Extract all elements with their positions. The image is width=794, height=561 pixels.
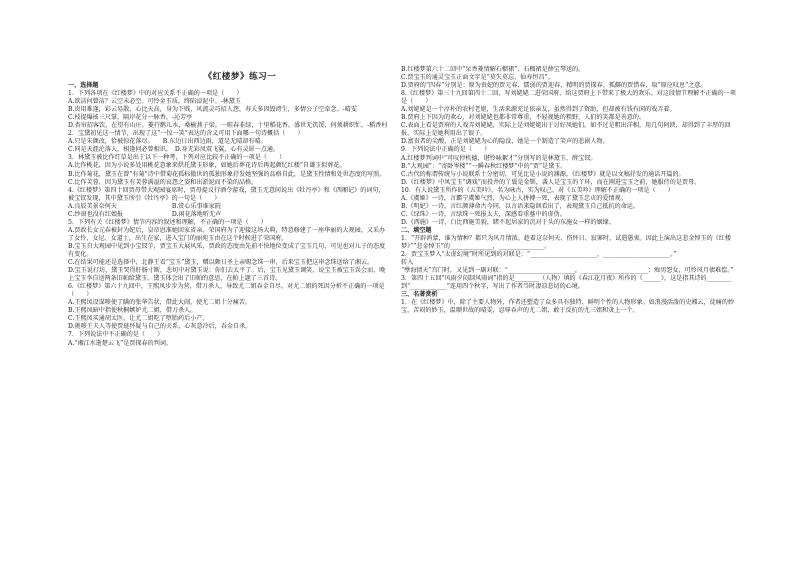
left-line: B.贵用难逢，彩云易散，心比天高，身为下贱，风流灵巧招人怨，寿夭多因毁谤生，多情公子空牵念。-晴雯 (68, 106, 357, 114)
right-line: C.表面上看是贾府的人戏弄刘姥姥，实际上是刘姥姥出于讨好凤她们。如不过是粗出洋相，用几句阿谀，却得到了丰厚的回报，实际上是她利用出了银子。 (401, 122, 731, 138)
right-line: 1．在《红楼梦》中，除了主要人物外，作者还塑造了众多具有独特、鲜明个性的人物形象。如浪漫活泼的史湘云，徒痛的妙宝，苦闷的妙玉，温顺世故的晴雯，忍辱吞声的尤二姐，敢于反抗的尤三姐和贪上一个。 (401, 299, 734, 315)
left-line: B.宝玉自大观园中见到小宝钗芋，贾宝玉大展风采，贾政的态度由先前不快地位变成了宝玉几句，可见也对儿子的态度有变化。 (68, 242, 386, 258)
left-line: C.纱窗也没有红娘报 D.闲花落地听无声 (68, 210, 222, 218)
left-line: A.比作桃花，因为小说多处用桃花意象来烘托黛玉形象，如她后葬花诗后再起颜忆红楼“自谦玉似葬花。 (68, 162, 346, 170)
left-line: D.挑唆王夫人等使贾琏怀疑与自己的关系，心灰意冷后，吞金自杀。 (68, 323, 252, 331)
right-line: D.《红楼梦》中凤宝玉“调戏”而投井的丫鬟是金钏，袭人是宝玉的丫环，而在刚进宝玉之前，她服侍的是贾母。 (401, 178, 701, 186)
right-column (401, 66, 741, 315)
right-line: 2．贾宝玉梦入“太虚幻境”时所见到的对联是：“______________________，______________________。” (401, 251, 677, 259)
left-line: B.比作菊花，黛玉在曾“有菊”诗中借菊花孤标傲世的孤独形象抒发她坚强的品格自此，是黛玉性情和处世态度的写照。 (68, 170, 386, 178)
left-line: A.只是朱颜改，恰被惊花落尽。 B.东边日出西边雨，道是无晴却有晴。 (68, 138, 267, 146)
left-line: A.良辰美景奈何天 B.赏心乐事谁家院 (68, 202, 221, 210)
right-line: B.红楼梦第六十二回中“呆香菱情解石榴裙”，石榴裙是薛宝琴送的。 (401, 66, 585, 73)
right-line: 二、填空题 (401, 226, 432, 234)
left-line: D.杏帘招客饮，在望有山庄。菱荇鹅儿水，桑榆燕子梁。一畦春韭绿，十里稻花香。盛世无饥馁，何须耕织忙。-稻香村 (68, 122, 388, 130)
left-line: 2．宝黛初见这一情节，出现了这“一惊一笑”表达的含义可用下面哪一句诗概括（ ） (68, 130, 304, 138)
left-line: A.欲洁何曾洁？云空未必空。可怜金玉质，终陷淖泥中。-林黛玉 (68, 98, 241, 106)
right-line: D.《西施》一诗，白比西施美貌，睹不起居家的沉对于头的东施女一样的姻缘。 (401, 218, 615, 226)
left-column (68, 82, 390, 348)
left-line: 一、选择题 (68, 82, 99, 89)
right-line: C.《绿珠》一诗，言绿珠一死报太夫，深感看重墓中的虚伪。 (401, 210, 566, 218)
right-line: D.贾府的“四春”分别是：原为贵妃的贾元春、懦弱的贾迎春、精明的贾探春、孤僻的贾惜春，取“原应叹息”之意。 (401, 82, 707, 90)
right-line: 10．有人说黛玉所作的《五美吟》，名为咏古，实为叹己。对《五美吟》理解不正确的一项是（ ） (401, 186, 674, 194)
right-line: 转入 (401, 259, 414, 267)
right-line: 3．第四十五回“风雨夕闷制风雨词”指的是________（人物）填的《春江花月夜》所作的《______》，这是指其诗的________到“____________”连用四个秋字，写出了作者当时凄凉悲切的心境。 (401, 275, 732, 291)
left-line: A.“湘江水逝楚云飞”是贾探春的判词。 (68, 339, 172, 347)
left-line: 4.《红楼梦》第四十回贾母带大观园宴席时，贾母提议行酒令游戏，黛玉无意间说出《牡丹亭》和《西厢记》的词句，被宝钗发现，其中黛玉所引《牡丹亭》的一句是（ ） (68, 186, 385, 202)
left-line: D.宝玉说打坊，黛玉哭得肝肠寸断，悲切中对黛玉说：你们去太平了。后，宝玉见黛玉调笑，说宝玉被宝玉误会而，晚上宝玉李自送两条旧帕给黛玉。黛玉体会出了旧帕的意思，在帕上题了三首诗。 (68, 267, 386, 283)
right-line: 9．下列说法中正确的是（ ） (401, 146, 491, 154)
right-line: B.“大观园”：“寄卧岑楼”“一瞬春秋红楼梦”中的“贾”是黛玉。 (401, 162, 567, 170)
right-line: 8.《红楼梦》第三十九回第四十二回，写刘姥姥二进荣国府，给这贾府上下带来了极大的欢乐。对这段情节理解不正确的一项是（ ） (401, 90, 736, 106)
left-line: C.比作芙蓉，因为黛玉有芙蓉满溢的哀怨之姿和出淤泥而不染的品格。 (68, 178, 258, 186)
left-line: A.贾政长女元春被封为妃后，皇帝恩准她回家省亲。荣国府为了迎接这场大典，特意修建了一座华丽的大观园，又采办了女伶、女尼、女道士，出生在家，进入宝门的丽苑玉由在这个时候进了荣国府。 (68, 226, 386, 242)
left-line: 1．下列各项在《红楼梦》中的对应关系不正确的一项是（ ） (68, 90, 243, 98)
left-line: 5．下列有关《红楼梦》情节内容的叙述和理解，不正确的一项是（ ） (68, 218, 267, 226)
page-title: 《红楼梦》练习一 (203, 72, 277, 82)
left-line: 7．下列说法中不正确的是（ ） (68, 331, 164, 339)
right-line: D.富贵者的尖酸，正是刘姥姥为心的隐没，她是一个制造了笑声的悲剧人物。 (401, 138, 609, 146)
right-line: 三、名著赏析 (401, 291, 438, 299)
right-line: A.红楼梦判词中“可叹停机德，堪怜咏絮才”分别写的是林黛玉、薛宝钗。 (401, 154, 597, 162)
right-line: B.《明妃》一诗，言红颜薄命古今同，以言语来隐讽看出了，表现黛玉自己抵抗的命运。 (401, 202, 639, 210)
right-line: A.《虞姬》一诗，言霸宁虞姬气烈，为心上人拼搏一死，表现了黛玉忠贞的爱情观。 (401, 194, 627, 202)
right-line: 1．“开辟鸿蒙，谁为情种？都只为风月情浓。趁着这奈何天、伤怀日、寂寥时，试遣愚衷。因此上演出这悲金悼玉的《红楼梦》”“悲金悼玉”的______________，_______________。 (401, 234, 731, 251)
right-line: A.刘姥姥是一个淳朴的农村老妪，生活来源充足依亲友，虽然得到了资助，但却被有钱有闲的戏弄着。 (401, 106, 676, 114)
left-line: C.枝提爆搖三尺掌，隔岸花分一脉香。-沁芳亭 (68, 114, 193, 122)
right-line: B.贾府上下因为的欢心，对刘姥姥也都非常尊重，不轻视她的粗野，人们的笑都是善意的。 (401, 114, 646, 122)
left-line: C.王熙凤买通胡太医，让尤二姐吃了堕胎药后小产。 (68, 315, 209, 323)
right-line: C.古代的称谓传统与小说联系十分密切，可见比是小说的渊源。《红楼梦》就是以文稿抒发的通话开篇的。 (401, 170, 685, 178)
left-line: 3．林黛玉被比作灯草是出于以下一种考，下列对应比较不正确的一项是（ ） (68, 154, 286, 162)
left-line: A.王熙凤设谋唆使了瞒的张华告状，借此大闹，使尤二姐十分痛苦。 (68, 299, 252, 307)
left-line: C.在结果可能还是选择中，北静王看“宝玉”黛玉，赠以颇日圣上亲赐念珠一串，后来宝玉把这串念珠送给了湘云。 (68, 259, 374, 267)
left-line: 6.《红楼梦》第六十九回中，王熙凤步步为营，借刀杀人，导致尤二姐吞金自尽。对尤二姐的死因分析不正确的一项是（ ） (68, 283, 385, 299)
right-line: “孽海情天”宫门时，又见到一副对联：“______________________，______________________；痴男怨女，可怜风月债难偿。” (401, 267, 734, 275)
left-line: C.同是天涯沦落人，相逢何必曾相识。 D.身无彩凤双飞翼，心有灵犀一点通。 (68, 146, 280, 154)
left-line: B.王熙凤暗中指使秋桐嫉妒尤二姐，借刀杀人。 (68, 307, 197, 315)
right-line: C.贾宝玉的通灵宝玉正面文字是“莫失莫忘，仙寿恒昌”。 (401, 74, 554, 82)
